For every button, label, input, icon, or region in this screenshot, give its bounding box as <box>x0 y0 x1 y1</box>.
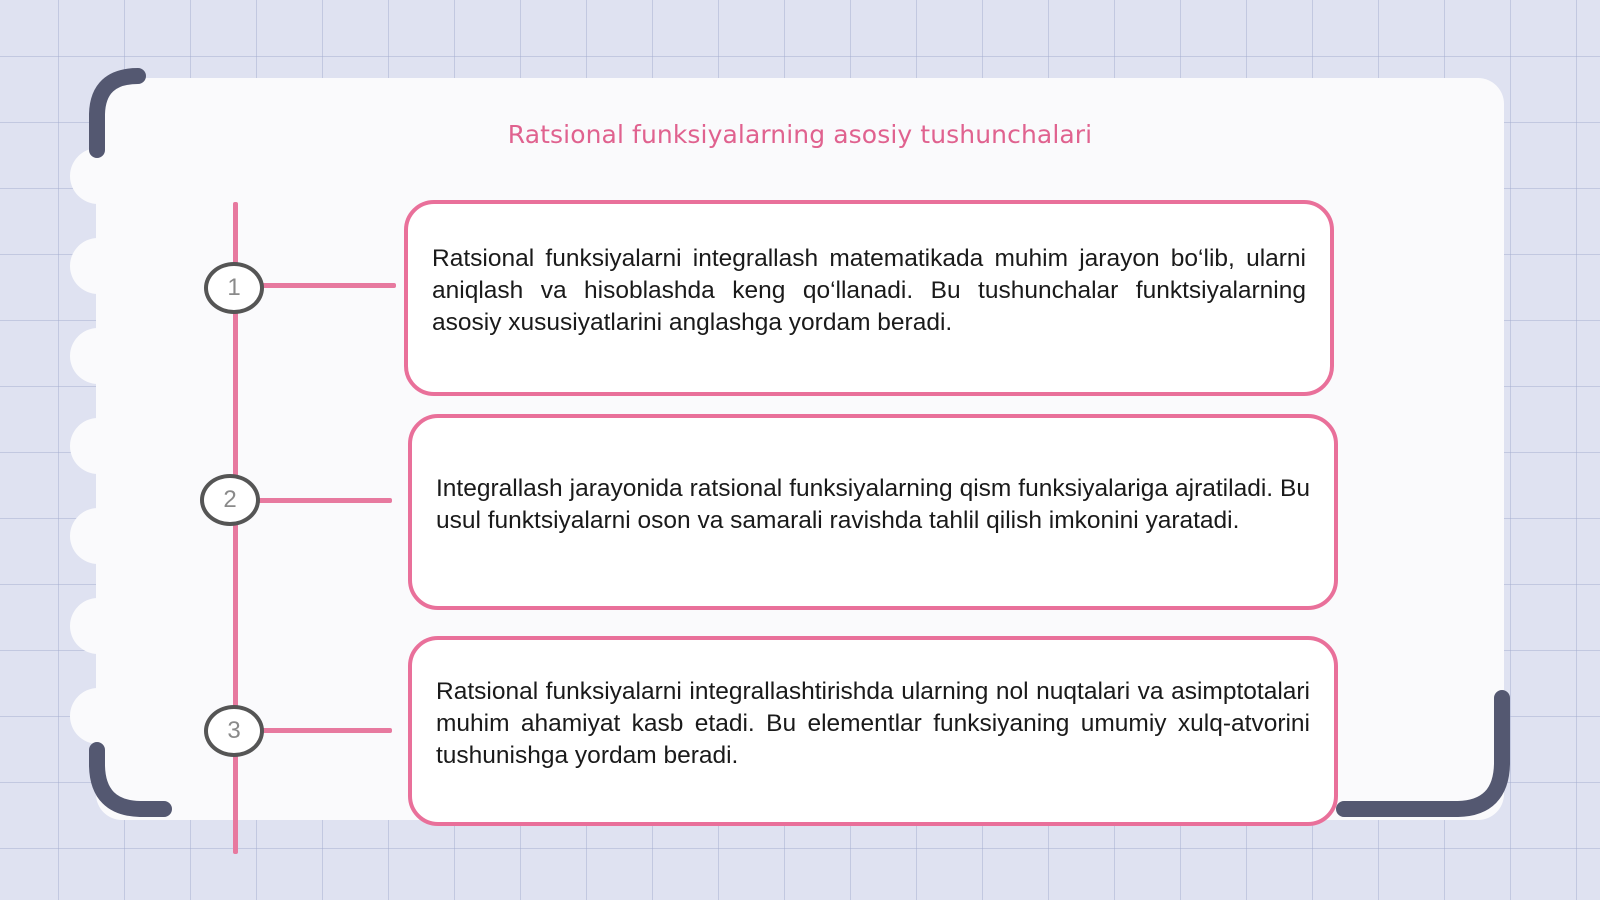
step-text-1: Ratsional funksiyalarni integrallash matematikada muhim jarayon bo‘lib, ularni aniqlash va hisoblashda keng qo‘llanadi. Bu tushunchalar funktsiyalarning asosiy xususiyatlarini anglashga yordam beradi. <box>432 245 1306 336</box>
step-card-3 <box>408 636 1338 826</box>
step-number-1: 1 <box>204 262 264 314</box>
step-text-2: Integrallash jarayonida ratsional funksiyalarning qism funksiyalariga ajratiladi. Bu usul funktsiyalarni oson va samarali ravishda tahlil qilish imkonini yaratadi. <box>436 475 1310 534</box>
step-number-2: 2 <box>200 474 260 526</box>
connector-1 <box>262 283 396 288</box>
step-card-2 <box>408 414 1338 610</box>
corner-bracket-bottom-left <box>80 736 190 836</box>
corner-bracket-bottom-right <box>1330 684 1520 836</box>
connector-3 <box>262 728 392 733</box>
step-card-1 <box>404 200 1334 396</box>
corner-bracket-top-left <box>80 62 160 172</box>
step-text-3: Ratsional funksiyalarni integrallashtirishda ularning nol nuqtalari va asimptotalari muhim ahamiyat kasb etadi. Bu elementlar funksiyaning umumiy xulq-atvorini tushunishga yordam beradi. <box>436 678 1310 769</box>
connector-2 <box>258 498 392 503</box>
slide-title: Ratsional funksiyalarning asosiy tushunchalari <box>507 120 1093 149</box>
step-number-3: 3 <box>204 705 264 757</box>
